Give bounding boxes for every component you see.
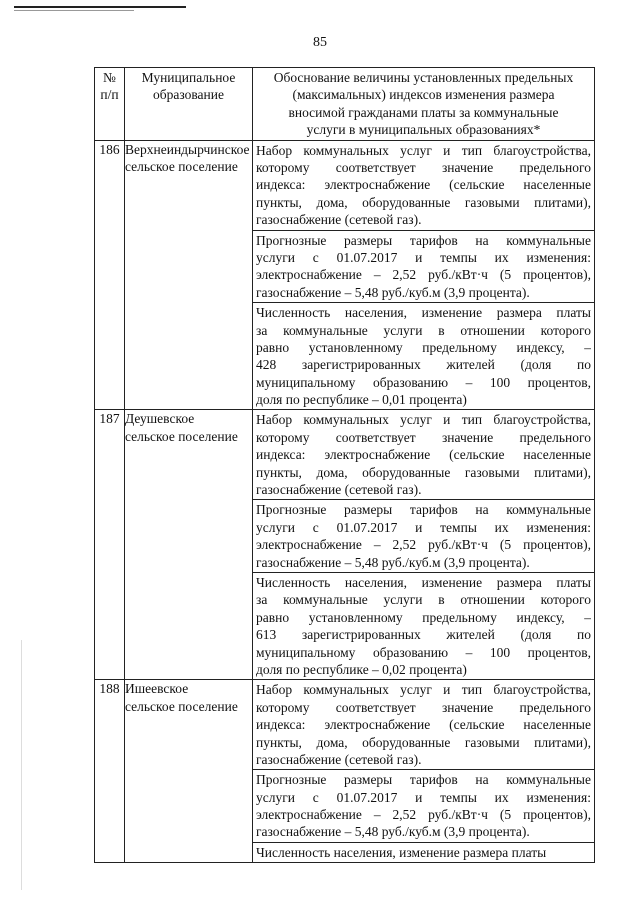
justification-line: индекса: электроснабжение (сельские населенные bbox=[256, 447, 591, 463]
justification-line: равно установленному предельному индексу, – bbox=[256, 339, 591, 355]
justification-line: Численность населения, изменение размера платы bbox=[256, 575, 591, 590]
justification-line: газоснабжение (сетевой газ). bbox=[256, 212, 422, 228]
justification-line: Численность населения, изменение размера платы bbox=[256, 844, 547, 860]
justification-line: услуги с 01.07.2017 и темпы их изменения: bbox=[256, 249, 591, 265]
table-row bbox=[95, 140, 595, 410]
justification-line: за коммунальные услуги в отношении которого bbox=[256, 322, 591, 338]
justification-line: пункты, дома, оборудованные газовыми плитами), bbox=[256, 734, 591, 750]
table-row bbox=[95, 680, 595, 863]
justification-line: Прогнозные размеры тарифов на коммунальные bbox=[256, 772, 591, 788]
justification-line: Набор коммунальных услуг и тип благоустройства, bbox=[256, 142, 591, 158]
justification-line: газоснабжение (сетевой газ). bbox=[256, 482, 422, 498]
row-number: 188 bbox=[95, 680, 125, 863]
justification-line: пункты, дома, оборудованные газовыми плитами), bbox=[256, 194, 591, 210]
header-number: № п/п bbox=[95, 68, 125, 141]
justification-paragraph bbox=[253, 231, 594, 304]
justification-line: Прогнозные размеры тарифов на коммунальные bbox=[256, 232, 591, 248]
municipality-name-line: сельское поселение bbox=[125, 159, 238, 175]
justification-line: которому соответствует значение предельного bbox=[256, 699, 591, 715]
justification-cell bbox=[253, 140, 595, 410]
justification-paragraph bbox=[253, 680, 594, 770]
scan-edge bbox=[21, 640, 22, 890]
row-number: 187 bbox=[95, 410, 125, 680]
justification-cell bbox=[253, 410, 595, 680]
justification-paragraph bbox=[253, 303, 594, 409]
justification-line: 613 зарегистрированных жителей (доля по bbox=[256, 627, 591, 643]
justification-line: 428 зарегистрированных жителей (доля по bbox=[256, 357, 591, 373]
justification-line: Набор коммунальных услуг и тип благоустройства, bbox=[256, 412, 591, 428]
municipality-name-line: Деушевское bbox=[125, 411, 195, 427]
header-municipality: Муниципальное образование bbox=[125, 68, 253, 141]
municipality-name-line: Ишеевское bbox=[125, 681, 189, 697]
justification-paragraph bbox=[253, 141, 594, 231]
header-rule-thin bbox=[14, 10, 134, 11]
justification-line: газоснабжение – 5,48 руб./куб.м (3,9 процента). bbox=[256, 824, 530, 840]
justification-line: услуги с 01.07.2017 и темпы их изменения: bbox=[256, 519, 591, 535]
justification-line: Численность населения, изменение размера платы bbox=[256, 305, 591, 321]
justification-line: Набор коммунальных услуг и тип благоустройства, bbox=[256, 682, 591, 698]
municipality-name-line: Верхнеиндырчинское bbox=[125, 141, 250, 157]
header-rule bbox=[14, 6, 186, 8]
municipality-name-line: сельское поселение bbox=[125, 698, 238, 714]
justification-line: пункты, дома, оборудованные газовыми плитами), bbox=[256, 464, 591, 480]
municipal-index-table bbox=[94, 67, 595, 863]
justification-line: индекса: электроснабжение (сельские населенные bbox=[256, 177, 591, 193]
justification-paragraph bbox=[253, 843, 594, 862]
justification-line: электроснабжение – 2,52 руб./кВт·ч (5 процентов), bbox=[256, 267, 591, 283]
justification-cell bbox=[253, 680, 595, 863]
justification-line: индекса: электроснабжение (сельские населенные bbox=[256, 717, 591, 733]
row-number: 186 bbox=[95, 140, 125, 410]
justification-line: которому соответствует значение предельного bbox=[256, 429, 591, 445]
justification-line: за коммунальные услуги в отношении которого bbox=[256, 592, 591, 608]
justification-line: равно установленному предельному индексу, – bbox=[256, 609, 591, 625]
justification-line: электроснабжение – 2,52 руб./кВт·ч (5 процентов), bbox=[256, 537, 591, 553]
page-number: 85 bbox=[313, 35, 327, 50]
justification-line: электроснабжение – 2,52 руб./кВт·ч (5 процентов), bbox=[256, 807, 591, 823]
municipality-name-line: сельское поселение bbox=[125, 428, 238, 444]
header-justification: Обоснование величины установленных предельных (максимальных) индексов изменения размера вносимой гражданами платы за коммунальные услуги в муниципальных образованиях* bbox=[253, 68, 595, 141]
justification-line: газоснабжение (сетевой газ). bbox=[256, 751, 422, 767]
justification-paragraph bbox=[253, 770, 594, 843]
justification-line: доля по республике – 0,01 процента) bbox=[256, 392, 467, 408]
justification-line: Прогнозные размеры тарифов на коммунальные bbox=[256, 502, 591, 518]
municipality-cell bbox=[125, 410, 253, 680]
justification-line: муниципальному образованию – 100 процентов, bbox=[256, 374, 591, 390]
justification-line: газоснабжение – 5,48 руб./куб.м (3,9 процента). bbox=[256, 284, 530, 300]
justification-line: услуги с 01.07.2017 и темпы их изменения: bbox=[256, 789, 591, 805]
justification-paragraph bbox=[253, 573, 594, 679]
table-header-row bbox=[95, 68, 595, 141]
justification-line: газоснабжение – 5,48 руб./куб.м (3,9 процента). bbox=[256, 554, 530, 570]
justification-line: доля по республике – 0,02 процента) bbox=[256, 661, 467, 677]
municipality-cell bbox=[125, 140, 253, 410]
municipality-cell bbox=[125, 680, 253, 863]
justification-line: муниципальному образованию – 100 процентов, bbox=[256, 644, 591, 660]
justification-paragraph bbox=[253, 500, 594, 573]
justification-paragraph bbox=[253, 410, 594, 500]
justification-line: которому соответствует значение предельного bbox=[256, 160, 591, 176]
table-row bbox=[95, 410, 595, 680]
